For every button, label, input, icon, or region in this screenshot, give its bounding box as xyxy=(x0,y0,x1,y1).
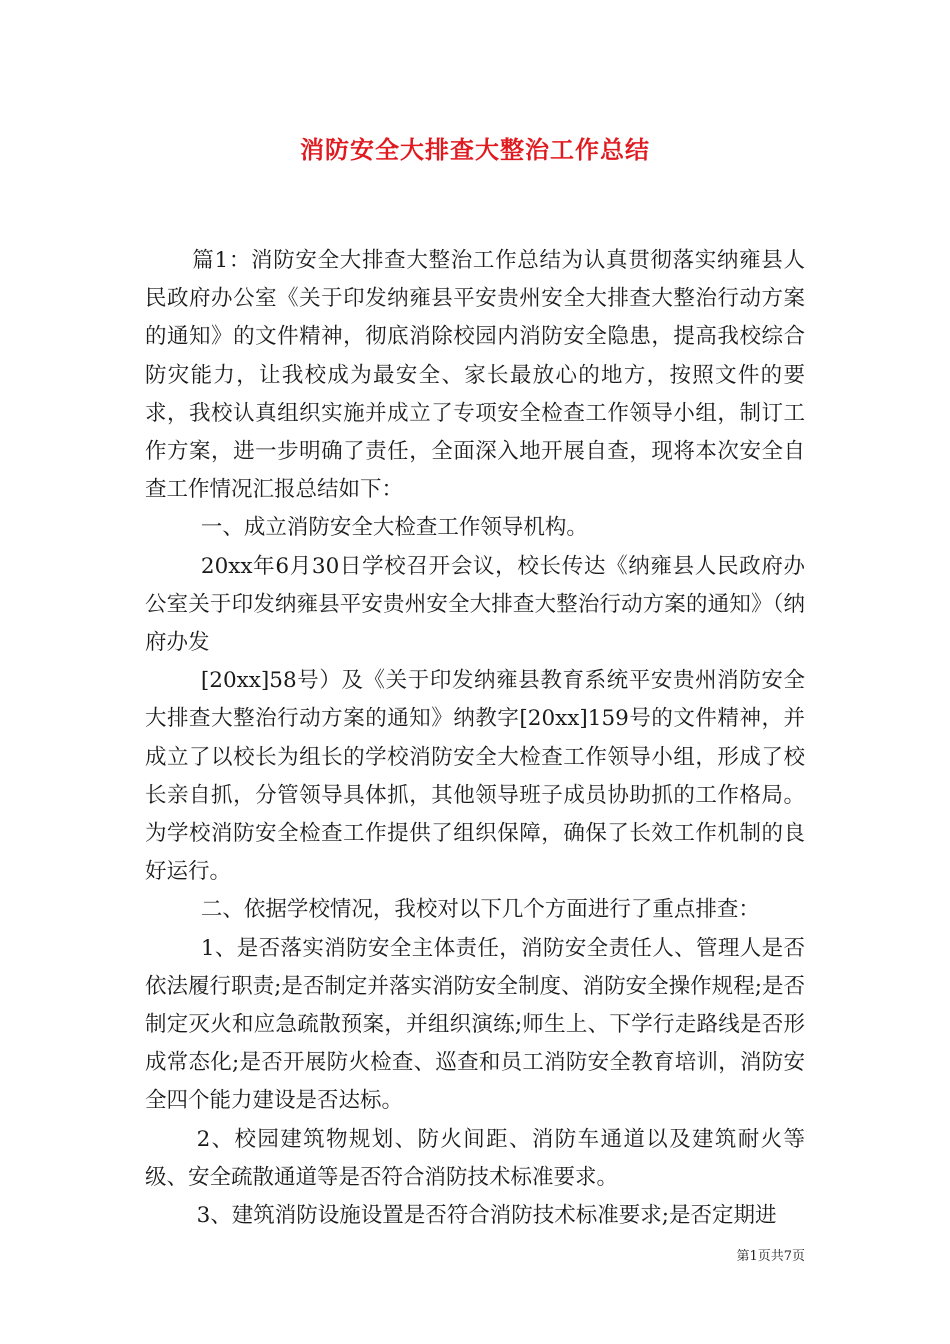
paragraph-intro: 篇1：消防安全大排查大整治工作总结为认真贯彻落实纳雍县人民政府办公室《关于印发纳雍县平安贵州安全大排查大整治行动方案的通知》的文件精神，彻底消除校园内消防安全隐患，提高我校综合防灾能力，让我校成为最安全、家长最放心的地方，按照文件的要求，我校认真组织实施并成立了专项安全检查工作领导小组，制订工作方案，进一步明确了责任，全面深入地开展自查，现将本次安全自查工作情况汇报总结如下： xyxy=(145,248,805,503)
paragraph-meeting: 20xx年6月30日学校召开会议，校长传达《纳雍县人民政府办公室关于印发纳雍县平安贵州安全大排查大整治行动方案的通知》（纳府办发 xyxy=(145,553,805,656)
page-title: 消防安全大排查大整治工作总结 xyxy=(300,135,650,164)
document-body xyxy=(145,242,805,1235)
paragraph-item-3: 3、建筑消防设施设置是否符合消防技术标准要求;是否定期进 xyxy=(196,1203,777,1229)
page-number: 第1页共7页 xyxy=(736,1249,805,1264)
paragraph-leadership-group: [20xx]58号）及《关于印发纳雍县教育系统平安贵州消防安全大排查大整治行动方案的通知》纳教字[20xx]159号的文件精神，并成立了以校长为组长的学校消防安全大检查工作领导小组，形成了校长亲自抓，分管领导具体抓，其他领导班子成员协助抓的工作格局。为学校消防安全检查工作提供了组织保障，确保了长效工作机制的良好运行。 xyxy=(145,668,805,885)
heading-section-two: 二、依据学校情况，我校对以下几个方面进行了重点排查： xyxy=(200,897,760,923)
heading-section-one: 一、成立消防安全大检查工作领导机构。 xyxy=(200,515,588,541)
paragraph-item-1: 1、是否落实消防安全主体责任，消防安全责任人、管理人是否依法履行职责;是否制定并落实消防安全制度、消防安全操作规程;是否制定灭火和应急疏散预案，并组织演练;师生上、下学行走路线是否形成常态化;是否开展防火检查、巡查和员工消防安全教育培训，消防安全四个能力建设是否达标。 xyxy=(145,935,805,1114)
paragraph-item-2: 2、校园建筑物规划、防火间距、消防车通道以及建筑耐火等级、安全疏散通道等是否符合消防技术标准要求。 xyxy=(145,1126,805,1190)
